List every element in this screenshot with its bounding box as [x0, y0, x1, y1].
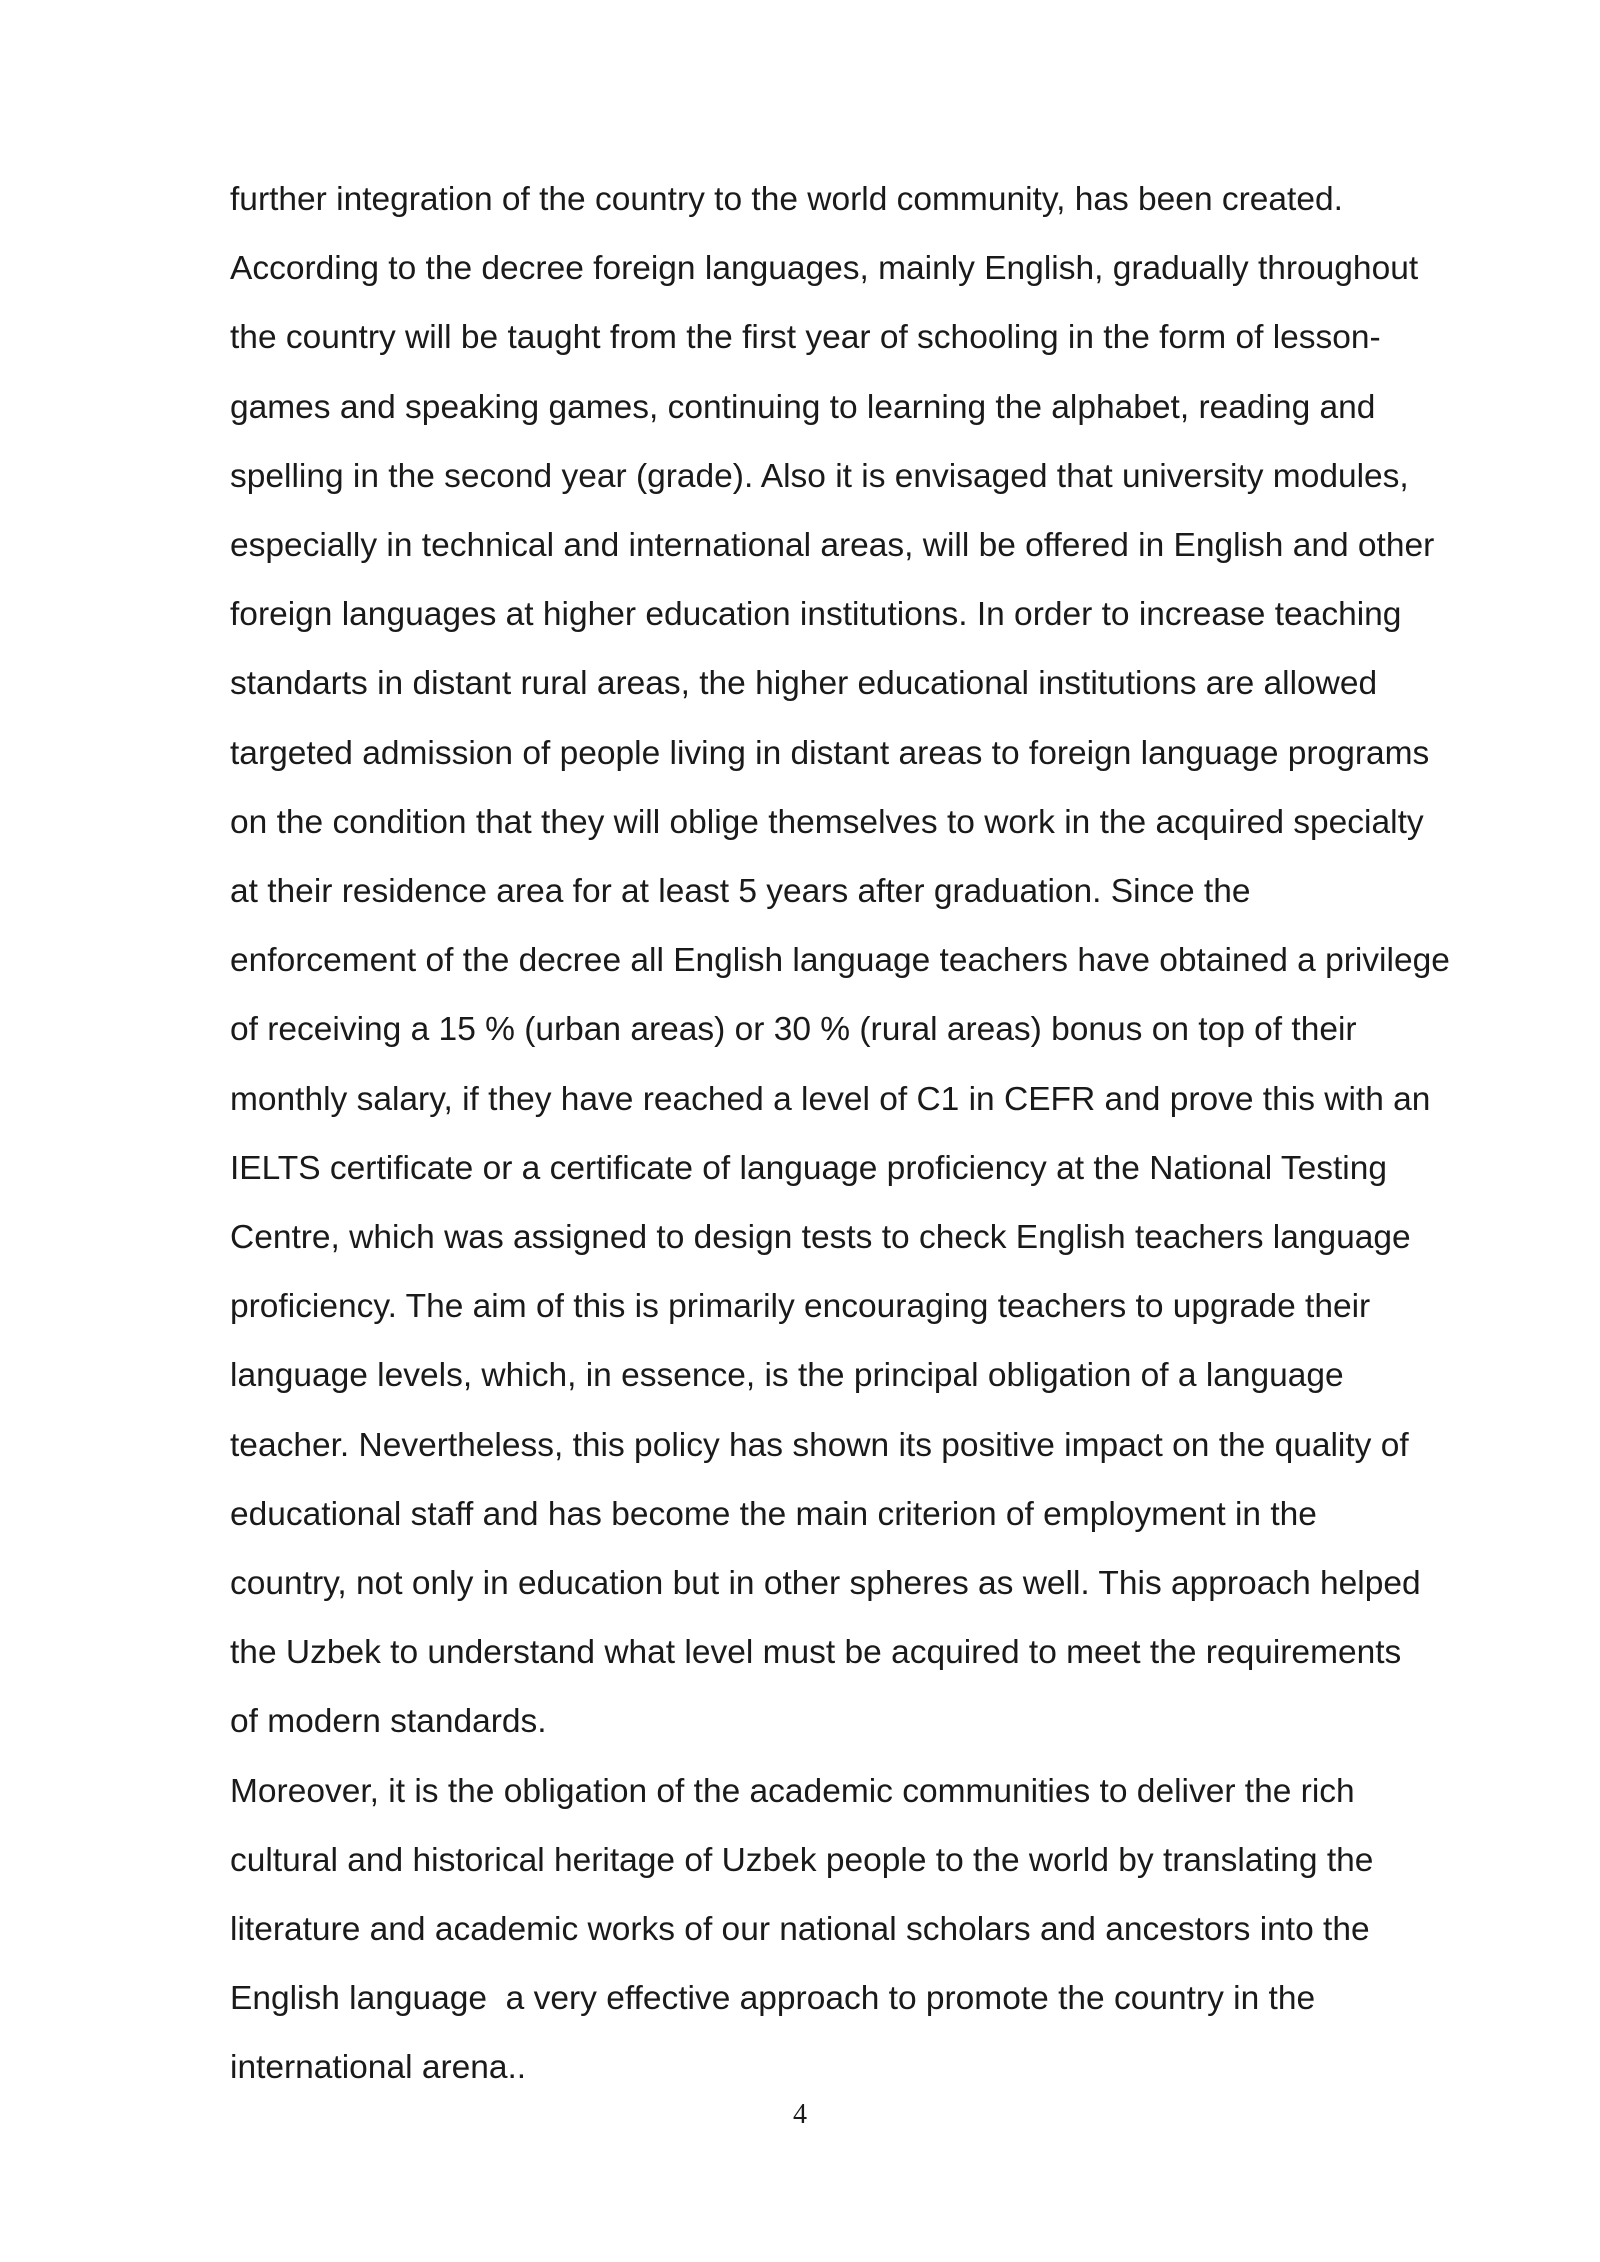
text-line: spelling in the second year (grade). Also it is envisaged that university modules,: [230, 457, 1409, 495]
text-line: games and speaking games, continuing to learning the alphabet, reading and: [230, 388, 1376, 426]
text-line: on the condition that they will oblige themselves to work in the acquired specialty: [230, 803, 1424, 841]
text-line: of receiving a 15 % (urban areas) or 30 % (rural areas) bonus on top of their: [230, 1011, 1357, 1049]
text-line: standarts in distant rural areas, the higher educational institutions are allowed: [230, 665, 1378, 703]
text-line: English language a very effective approach to promote the country in the: [230, 1980, 1316, 2018]
text-line: foreign languages at higher education institutions. In order to increase teaching: [230, 596, 1402, 634]
text-line: proficiency. The aim of this is primarily encouraging teachers to upgrade their: [230, 1288, 1371, 1326]
text-line: teacher. Nevertheless, this policy has shown its positive impact on the quality of: [230, 1426, 1409, 1464]
text-line: literature and academic works of our national scholars and ancestors into the: [230, 1911, 1370, 1949]
text-line: Centre, which was assigned to design tests to check English teachers language: [230, 1219, 1411, 1257]
text-line: the country will be taught from the first year of schooling in the form of lesson-: [230, 319, 1381, 357]
text-line: at their residence area for at least 5 years after graduation. Since the: [230, 873, 1251, 911]
page-number: 4: [793, 2099, 807, 2130]
text-line: international arena..: [230, 2049, 527, 2087]
text-line: country, not only in education but in other spheres as well. This approach helped: [230, 1565, 1421, 1603]
text-line: especially in technical and international areas, will be offered in English and other: [230, 527, 1435, 565]
text-line: enforcement of the decree all English language teachers have obtained a privilege: [230, 942, 1450, 980]
text-line: the Uzbek to understand what level must be acquired to meet the requirements: [230, 1634, 1402, 1672]
text-line: targeted admission of people living in distant areas to foreign language programs: [230, 734, 1430, 772]
text-line: language levels, which, in essence, is the principal obligation of a language: [230, 1357, 1344, 1395]
text-line: Moreover, it is the obligation of the academic communities to deliver the rich: [230, 1772, 1355, 1810]
text-line: IELTS certificate or a certificate of language proficiency at the National Testing: [230, 1149, 1387, 1187]
text-line: According to the decree foreign languages, mainly English, gradually throughout: [230, 250, 1419, 288]
text-line: educational staff and has become the main criterion of employment in the: [230, 1495, 1317, 1533]
text-line: further integration of the country to the world community, has been created.: [230, 181, 1343, 218]
text-line: cultural and historical heritage of Uzbek people to the world by translating the: [230, 1841, 1374, 1879]
text-line: of modern standards.: [230, 1703, 547, 1741]
text-line: monthly salary, if they have reached a level of C1 in CEFR and prove this with an: [230, 1080, 1431, 1118]
body-text: [230, 165, 1530, 2103]
